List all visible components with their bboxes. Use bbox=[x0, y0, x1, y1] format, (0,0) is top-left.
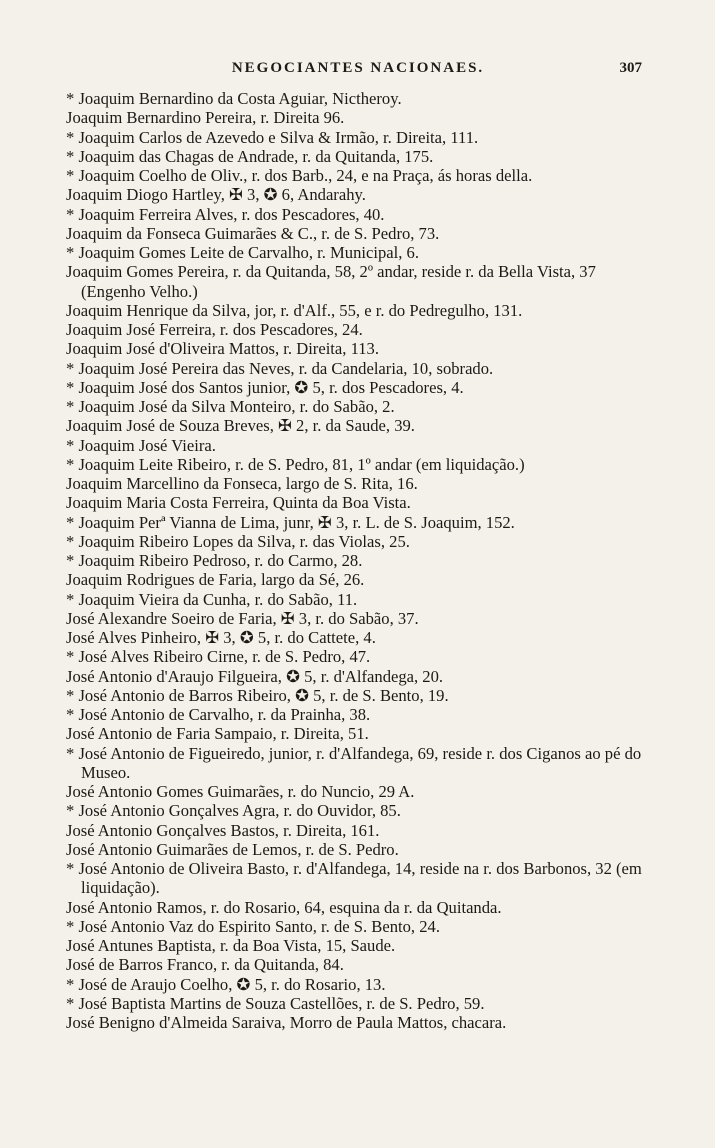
list-item: * José Baptista Martins de Souza Castellões, r. de S. Pedro, 59. bbox=[66, 993, 485, 1013]
list-item: * José Antonio Gonçalves Agra, r. do Ouvidor, 85. bbox=[66, 801, 401, 821]
list-item: * Joaquim José dos Santos junior, ✪ 5, r. dos Pescadores, 4. bbox=[66, 377, 464, 397]
list-item: José Antunes Baptista, r. da Boa Vista, 15, Saude. bbox=[66, 936, 396, 955]
list-item: * Joaquim Perª Vianna de Lima, junr, ✠ 3, r. L. de S. Joaquim, 152. bbox=[66, 512, 515, 532]
list-item: Joaquim Bernardino Pereira, r. Direita 96. bbox=[66, 108, 345, 128]
list-item: José Antonio d'Araujo Filgueira, ✪ 5, r. d'Alfandega, 20. bbox=[66, 666, 444, 686]
list-item: * Joaquim José Vieira. bbox=[66, 435, 216, 455]
list-item: * Joaquim Vieira da Cunha, r. do Sabão, 11. bbox=[66, 589, 358, 609]
list-item: José Antonio Ramos, r. do Rosario, 64, esquina da r. da Quitanda. bbox=[66, 897, 502, 917]
list-item: * Joaquim das Chagas de Andrade, r. da Quitanda, 175. bbox=[66, 146, 434, 166]
list-item: * José Antonio de Barros Ribeiro, ✪ 5, r. de S. Bento, 19. bbox=[66, 685, 449, 705]
list-item: * José Antonio Vaz do Espirito Santo, r. de S. Bento, 24. bbox=[66, 916, 440, 936]
list-item: * Joaquim Ribeiro Pedroso, r. do Carmo, 28. bbox=[66, 551, 363, 570]
list-item: José Antonio de Faria Sampaio, r. Direita, 51. bbox=[66, 724, 369, 744]
list-item: Joaquim Gomes Pereira, r. da Quitanda, 58, 2º andar, reside r. da Bella Vista, 37 (Engenho Velho.) bbox=[66, 262, 596, 301]
list-item: * Joaquim Bernardino da Costa Aguiar, Nictheroy. bbox=[66, 89, 402, 108]
list-item: * José Antonio de Figueiredo, junior, r. d'Alfandega, 69, reside r. dos Ciganos ao pé do Museo. bbox=[66, 743, 642, 782]
list-item: * Joaquim Coelho de Oliv., r. dos Barb., 24, e na Praça, ás horas della. bbox=[66, 166, 533, 185]
list-item: Joaquim José Ferreira, r. dos Pescadores, 24. bbox=[66, 320, 363, 339]
list-item: * Joaquim José Pereira das Neves, r. da Candelaria, 10, sobrado. bbox=[66, 358, 494, 378]
list-item: * José Antonio de Carvalho, r. da Prainha, 38. bbox=[66, 705, 371, 724]
list-item: Joaquim José d'Oliveira Mattos, r. Direita, 113. bbox=[66, 339, 379, 359]
merchant-list bbox=[66, 89, 646, 1032]
list-item: * Joaquim Carlos de Azevedo e Silva & Irmão, r. Direita, 111. bbox=[66, 127, 479, 147]
list-item: Joaquim Henrique da Silva, jor, r. d'Alf., 55, e r. do Pedregulho, 131. bbox=[66, 300, 523, 320]
list-item: * Joaquim Leite Ribeiro, r. de S. Pedro, 81, 1º andar (em liquidação.) bbox=[66, 454, 525, 474]
list-item: Joaquim Diogo Hartley, ✠ 3, ✪ 6, Andarahy. bbox=[66, 185, 366, 205]
list-item: * José Antonio de Oliveira Basto, r. d'Alfandega, 14, reside na r. dos Barbonos, 32 (em liquidação). bbox=[66, 859, 642, 898]
list-item: José Antonio Gomes Guimarães, r. do Nuncio, 29 A. bbox=[66, 782, 415, 801]
list-item: José de Barros Franco, r. da Quitanda, 84. bbox=[66, 955, 344, 975]
list-item: José Antonio Gonçalves Bastos, r. Direita, 161. bbox=[66, 820, 380, 840]
list-item: Joaquim José de Souza Breves, ✠ 2, r. da Saude, 39. bbox=[66, 416, 415, 436]
page-number: 307 bbox=[619, 60, 642, 76]
list-item: * Joaquim Gomes Leite de Carvalho, r. Municipal, 6. bbox=[66, 243, 420, 262]
list-item: Joaquim Maria Costa Ferreira, Quinta da Boa Vista. bbox=[66, 493, 411, 513]
list-item: José Alves Pinheiro, ✠ 3, ✪ 5, r. do Cattete, 4. bbox=[66, 628, 376, 647]
list-item: * José Alves Ribeiro Cirne, r. de S. Pedro, 47. bbox=[66, 647, 371, 667]
list-item: * Joaquim Ferreira Alves, r. dos Pescadores, 40. bbox=[66, 204, 385, 224]
list-item: * Joaquim José da Silva Monteiro, r. do Sabão, 2. bbox=[66, 397, 395, 416]
list-item: José Antonio Guimarães de Lemos, r. de S. Pedro. bbox=[66, 839, 399, 859]
page-title: NEGOCIANTES NACIONAES. bbox=[231, 60, 485, 76]
list-item: * José de Araujo Coelho, ✪ 5, r. do Rosario, 13. bbox=[66, 974, 386, 994]
list-item: Joaquim Rodrigues de Faria, largo da Sé, 26. bbox=[66, 570, 365, 590]
list-item: José Alexandre Soeiro de Faria, ✠ 3, r. do Sabão, 37. bbox=[66, 608, 419, 628]
list-item: José Benigno d'Almeida Saraiva, Morro de Paula Mattos, chacara. bbox=[66, 1013, 507, 1032]
list-item: * Joaquim Ribeiro Lopes da Silva, r. das Violas, 25. bbox=[66, 531, 410, 551]
list-item: Joaquim Marcellino da Fonseca, largo de S. Rita, 16. bbox=[66, 474, 418, 493]
page-header bbox=[68, 60, 648, 84]
list-item: Joaquim da Fonseca Guimarães & C., r. de S. Pedro, 73. bbox=[66, 223, 440, 243]
